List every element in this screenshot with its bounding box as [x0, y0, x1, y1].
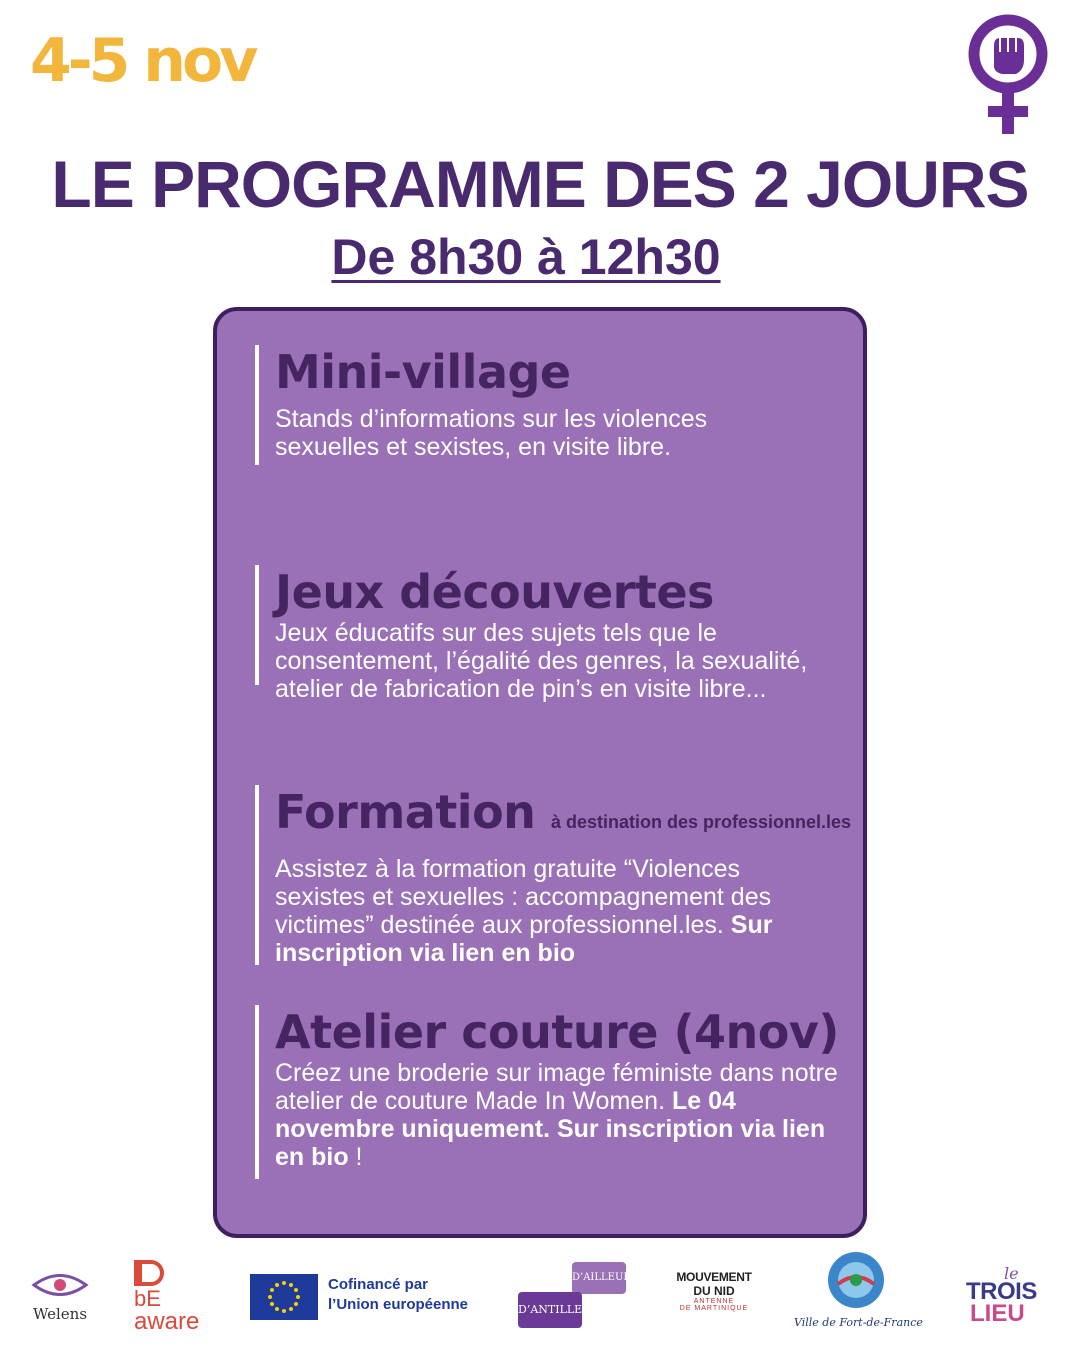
section-divider: [255, 1005, 259, 1179]
dantilles-badge: D’ANTILLES: [518, 1292, 582, 1328]
section-mini-village: [255, 345, 855, 465]
event-date: 4-5 nov: [30, 26, 255, 96]
section-title: Mini-village: [275, 345, 571, 399]
trois-le: le: [1004, 1264, 1019, 1283]
section-text-plain: Créez une broderie sur image féministe dans notre atelier de couture Made In Women.: [275, 1059, 838, 1116]
section-divider: [255, 345, 259, 465]
section-formation: [255, 785, 855, 968]
section-text-bold: Le 04 novembre uniquement. Sur inscription via lien en bio: [275, 1087, 826, 1172]
mouvement-text-1: MOUVEMENT: [676, 1270, 752, 1284]
program-card: [213, 307, 867, 1238]
female-fist-icon: [962, 8, 1062, 140]
section-text-bold: Sur inscription via lien en bio: [275, 911, 773, 968]
section-text: Stands d’informations sur les violences sexuelles et sexistes, en visite libre.: [275, 405, 708, 462]
beaware-logo: [134, 1260, 214, 1340]
section-title: Jeux découvertes: [275, 565, 714, 619]
page-title: LE PROGRAMME DES 2 JOURS: [51, 147, 1029, 221]
fort-de-france-text: Ville de Fort-de-France: [794, 1316, 923, 1329]
mouvement-text-2: DU NID: [693, 1284, 735, 1298]
beaware-text-2: aware: [134, 1308, 200, 1335]
eu-text-2: l’Union européenne: [328, 1296, 469, 1313]
section-divider: [255, 565, 259, 685]
beaware-text-1: bE: [134, 1286, 161, 1311]
section-title: Atelier couture (4nov): [275, 1005, 839, 1059]
eu-cofinance-logo: [250, 1274, 490, 1320]
beaware-mark: [134, 1260, 164, 1286]
welens-logo: [28, 1270, 92, 1324]
section-title-text: Formation: [275, 785, 536, 839]
fort-de-france-logo: [794, 1250, 923, 1346]
dailleurs-badge: D’AILLEURS: [572, 1262, 626, 1294]
mouvement-du-nid-logo: [668, 1270, 760, 1326]
mouvement-text-3: ANTENNE: [693, 1298, 735, 1305]
dantilles-logo: [518, 1260, 638, 1340]
mouvement-text-4: DE MARTINIQUE: [679, 1305, 749, 1312]
time-range: De 8h30 à 12h30: [331, 229, 721, 285]
eu-text-1: Cofinancé par: [328, 1276, 429, 1293]
section-divider: [255, 785, 259, 965]
section-tag: à destination des professionnel.les: [550, 812, 852, 832]
trois-text-2: LIEU: [970, 1300, 1025, 1327]
section-title: [275, 785, 855, 839]
section-text: [275, 1059, 855, 1171]
welens-text: Welens: [32, 1305, 88, 1323]
trois-text-1: TROIS: [966, 1278, 1037, 1305]
section-text: [275, 855, 835, 967]
eu-flag-icon: [250, 1274, 318, 1320]
partner-logos: [0, 1250, 1080, 1350]
section-jeux: [255, 565, 855, 704]
section-text-plain: Assistez à la formation gratuite “Violences sexistes et sexuelles : accompagnement des victimes” destinée aux professionnel.les.: [275, 855, 772, 940]
trois-lieu-logo: [964, 1264, 1054, 1334]
section-text: Jeux éducatifs sur des sujets tels que le consentement, l’égalité des genres, la sexualité, atelier de fabrication de pin’s en visite libre...: [275, 619, 808, 704]
globe-icon: [826, 1250, 886, 1310]
eye-icon: [28, 1270, 92, 1300]
section-atelier: [255, 1005, 855, 1179]
section-text-after: !: [348, 1143, 363, 1172]
